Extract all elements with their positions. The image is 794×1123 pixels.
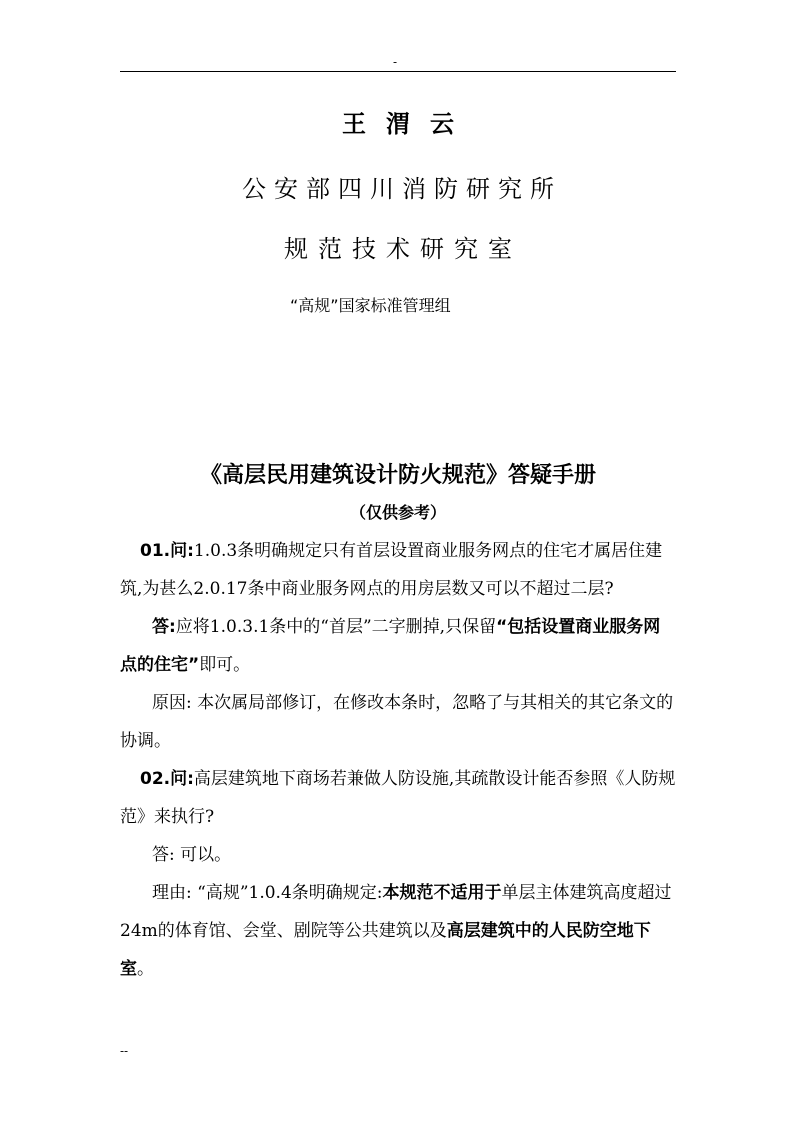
- reason-2-bold-2: 高层建筑中的人民防空地下室: [120, 921, 651, 979]
- footer-mark: --: [120, 1044, 129, 1058]
- office-name: 规范技术研究室: [284, 235, 522, 263]
- question-2-text: 高层建筑地下商场若兼做人防设施,其疏散设计能否参照《人防规范》来执行?: [120, 769, 676, 827]
- reason-2-middle: 单层主体建筑高度超过24m的体育馆、会堂、剧院等公共建筑以及: [120, 883, 672, 941]
- answer-1-text: 应将1.0.3.1条中的“首层”二字删掉,只保留: [175, 617, 497, 637]
- question-1: [120, 532, 676, 608]
- answer-1-bold: “包括设置商业服务网点的住宅”: [120, 617, 661, 675]
- group-name: “高规”国家标准管理组: [290, 296, 451, 315]
- reason-2: [120, 874, 676, 988]
- question-1-label: 01.问:: [140, 541, 194, 561]
- question-2-label: 02.问:: [140, 769, 194, 789]
- answer-1-label: 答:: [152, 617, 176, 637]
- answer-1: [120, 608, 676, 684]
- reason-2-prefix: 理由: “高规”1.0.4条明确规定:: [152, 883, 383, 903]
- header-mark: -: [393, 55, 398, 69]
- question-2: [120, 760, 676, 836]
- answer-1-tail: 即可。: [199, 655, 251, 675]
- institute-name: 公安部四川消防研究所: [242, 175, 562, 203]
- author-name: 王渭云: [342, 109, 474, 138]
- reason-2-end: 。: [137, 959, 154, 979]
- answer-2: 答: 可以。: [152, 845, 232, 865]
- reason-2-bold-1: 本规范不适用于: [382, 883, 502, 903]
- question-1-text: 1.0.3条明确规定只有首层设置商业服务网点的住宅才属居住建筑,为甚么2.0.17条中商业服务网点的用房层数又可以不超过二层?: [120, 541, 663, 599]
- document-title: 《高层民用建筑设计防火规范》答疑手册: [199, 463, 596, 488]
- document-subtitle: （仅供参考）: [349, 503, 446, 522]
- qa-body: [120, 532, 676, 988]
- reason-1: 原因: 本次属局部修订，在修改本条时，忽略了与其相关的其它条文的协调。: [120, 693, 674, 751]
- header-rule: [120, 71, 676, 72]
